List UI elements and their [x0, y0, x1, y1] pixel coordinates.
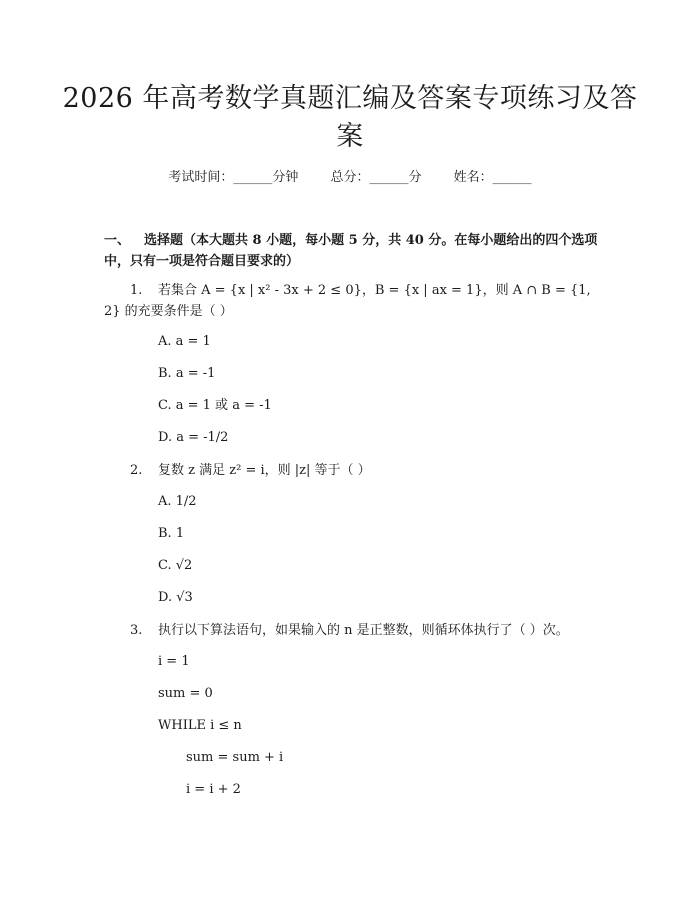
question-text: 执行以下算法语句，如果输入的 n 是正整数，则循环体执行了（ ）次。 — [158, 623, 569, 638]
question-1-option-c: C. a = 1 或 a = -1 — [158, 398, 272, 413]
section-text: 选择题（本大题共 8 小题，每小题 5 分，共 40 分。在每小题给出的四个选项中，只有一项是符合题目要求的） — [104, 233, 598, 269]
section-heading — [104, 230, 604, 272]
question-text: 复数 z 满足 z² = i，则 |z| 等于（ ） — [158, 463, 371, 478]
question-number: 3. — [130, 623, 143, 638]
code-line: i = 1 — [158, 654, 190, 669]
question-1-stem — [104, 280, 598, 322]
code-line: WHILE i ≤ n — [158, 718, 242, 733]
question-2-option-b: B. 1 — [158, 526, 185, 541]
question-1-option-d: D. a = -1/2 — [158, 430, 229, 445]
code-line: sum = 0 — [158, 686, 213, 701]
question-2-option-a: A. 1/2 — [158, 494, 197, 509]
exam-time-field: 考试时间：______分钟 — [168, 170, 299, 185]
exam-info-row — [0, 168, 700, 188]
question-1-option-b: B. a = -1 — [158, 366, 216, 381]
question-3-stem — [104, 620, 598, 641]
question-2-option-d: D. √3 — [158, 590, 193, 605]
total-score-field: 总分：______分 — [330, 170, 422, 185]
section-number: 一、 — [104, 233, 131, 248]
page-title: 2026 年高考数学真题汇编及答案专项练习及答案 — [62, 83, 638, 152]
question-1-option-a: A. a = 1 — [158, 334, 211, 349]
question-number: 2. — [130, 463, 143, 478]
question-text: 若集合 A = {x | x² - 3x + 2 ≤ 0}，B = {x | ax = 1}，则 A ∩ B = {1, 2} 的充要条件是（ ） — [104, 283, 591, 319]
question-number: 1. — [130, 283, 143, 298]
question-2-stem — [104, 460, 598, 481]
student-name-field: 姓名：______ — [453, 170, 532, 185]
code-line: i = i + 2 — [186, 782, 241, 797]
code-line: sum = sum + i — [186, 750, 284, 765]
question-2-option-c: C. √2 — [158, 558, 193, 573]
